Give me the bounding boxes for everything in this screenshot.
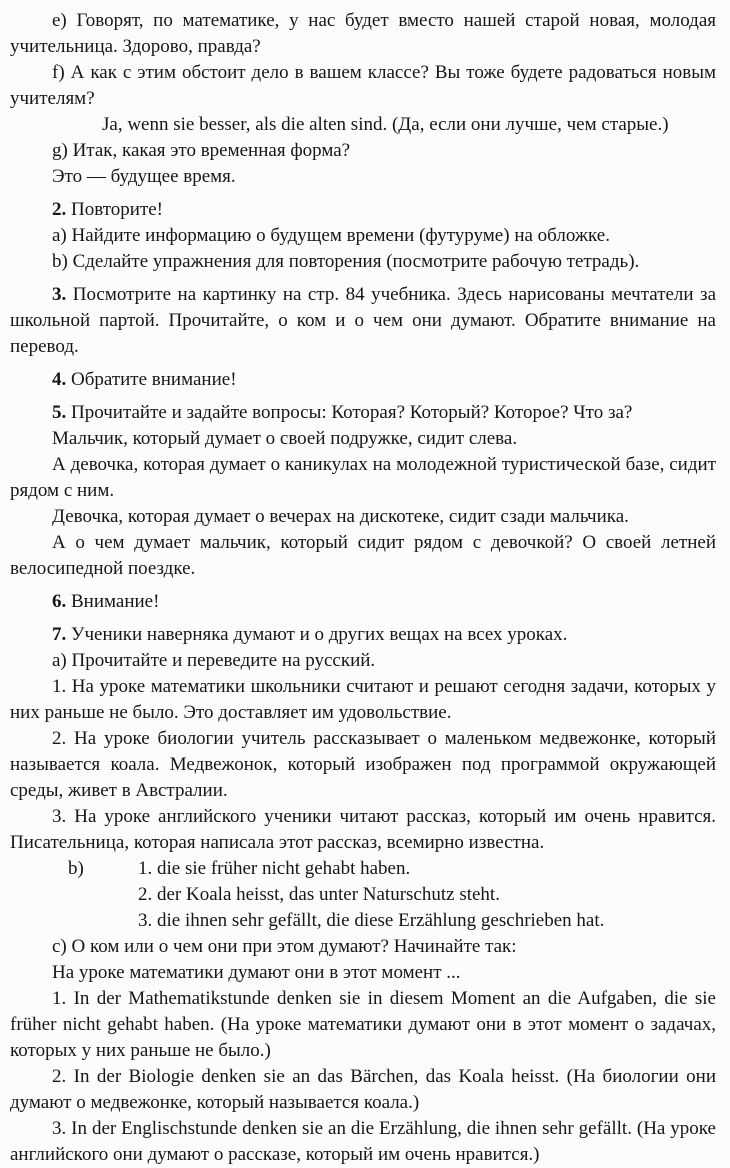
task-7a-item-1: 1. На уроке математики школьники считают и решают сегодня задачи, которых у них раньше не было. Это доставляет им удовольствие.: [10, 676, 716, 723]
task-2-heading: [10, 197, 716, 223]
paragraph-f: f) А как с этим обстоит дело в вашем классе? Вы тоже будете радоваться новым учителям?: [10, 62, 716, 109]
answer-future-tense: Это — будущее время.: [52, 166, 236, 187]
task-4-heading: [10, 367, 716, 393]
task-5-text: Прочитайте и задайте вопросы: Которая? Который? Которое? Что за?: [66, 402, 633, 423]
task-5-number: 5.: [52, 402, 67, 423]
task-7-heading: [10, 622, 716, 648]
sentence-boy-left: Мальчик, который думает о своей подружке, сидит слева.: [52, 428, 518, 449]
german-answer-line: Ja, wenn sie besser, als die alten sind. (Да, если они лучше, чем старые.): [102, 114, 669, 135]
sentence-girl-camp: А девочка, которая думает о каникулах на молодежной туристической базе, сидит рядом с ним.: [10, 454, 716, 501]
task-7c-item-1: 1. In der Mathematikstunde denken sie in diesem Moment an die Aufgaben, die sie früher nicht gehabt haben. (На уроке математики думают они в этот момент о задачах, которых у них раньше не было.): [10, 988, 716, 1061]
task-2-text: Повторите!: [66, 199, 164, 220]
task-7a: а) Прочитайте и переведите на русский.: [52, 650, 376, 671]
task-7a-item-3: 3. На уроке английского ученики читают рассказ, который им очень нравится. Писательница, которая написала этот рассказ, всемирно известна.: [10, 806, 716, 853]
task-6-heading: [10, 589, 716, 615]
task-7c-item-2: 2. In der Biologie denken sie an das Bärchen, das Koala heisst. (На биологии они думают о медвежонке, который называется коала.): [10, 1066, 716, 1113]
paragraph-e: е) Говорят, по математике, у нас будет вместо нашей старой новая, молодая учительница. Здорово, правда?: [10, 10, 716, 57]
task-7b-label: b): [68, 858, 84, 879]
sentence-boy-bike: А о чем думает мальчик, который сидит рядом с девочкой? О своей летней велосипедной поездке.: [10, 532, 716, 579]
task-7c-item-3: 3. In der Englischstunde denken sie an die Erzählung, die ihnen sehr gefällt. (На уроке английского они думают о рассказе, который им очень нравится.): [10, 1118, 716, 1165]
task-3: [10, 282, 716, 360]
task-4-text: Обратите внимание!: [66, 369, 237, 390]
task-7b-row: [10, 856, 716, 882]
task-7b-item-3: 3. die ihnen sehr gefällt, die diese Erzählung geschrieben hat.: [138, 910, 605, 931]
task-2b: b) Сделайте упражнения для повторения (посмотрите рабочую тетрадь).: [52, 251, 640, 272]
paragraph-g: g) Итак, какая это временная форма?: [52, 140, 351, 161]
task-7b-item-1: 1. die sie früher nicht gehabt haben.: [138, 858, 411, 879]
task-7b-item-2: 2. der Koala heisst, das unter Naturschutz steht.: [138, 884, 500, 905]
task-7c: c) О ком или о чем они при этом думают? Начинайте так:: [52, 936, 517, 957]
task-2a: а) Найдите информацию о будущем времени (футуруме) на обложке.: [52, 225, 610, 246]
task-2-number: 2.: [52, 199, 67, 220]
task-6-number: 6.: [52, 591, 67, 612]
sentence-girl-disco: Девочка, которая думает о вечерах на дискотеке, сидит сзади мальчика.: [52, 506, 629, 527]
task-7c-starter: На уроке математики думают они в этот момент ...: [52, 962, 461, 983]
task-3-text: Посмотрите на картинку на стр. 84 учебника. Здесь нарисованы мечтатели за школьной партой. Прочитайте, о ком и о чем они думают. Обратите внимание на перевод.: [10, 284, 716, 357]
task-7a-item-2: 2. На уроке биологии учитель рассказывает о маленьком медвежонке, который называется коала. Медвежонок, который изображен под программой окружающей среды, живет в Австралии.: [10, 728, 716, 801]
task-5-heading: [10, 400, 716, 426]
task-7-number: 7.: [52, 624, 67, 645]
task-3-number: 3.: [52, 284, 67, 305]
task-7-text: Ученики наверняка думают и о других вещах на всех уроках.: [66, 624, 568, 645]
task-6-text: Внимание!: [66, 591, 160, 612]
task-4-number: 4.: [52, 369, 67, 390]
